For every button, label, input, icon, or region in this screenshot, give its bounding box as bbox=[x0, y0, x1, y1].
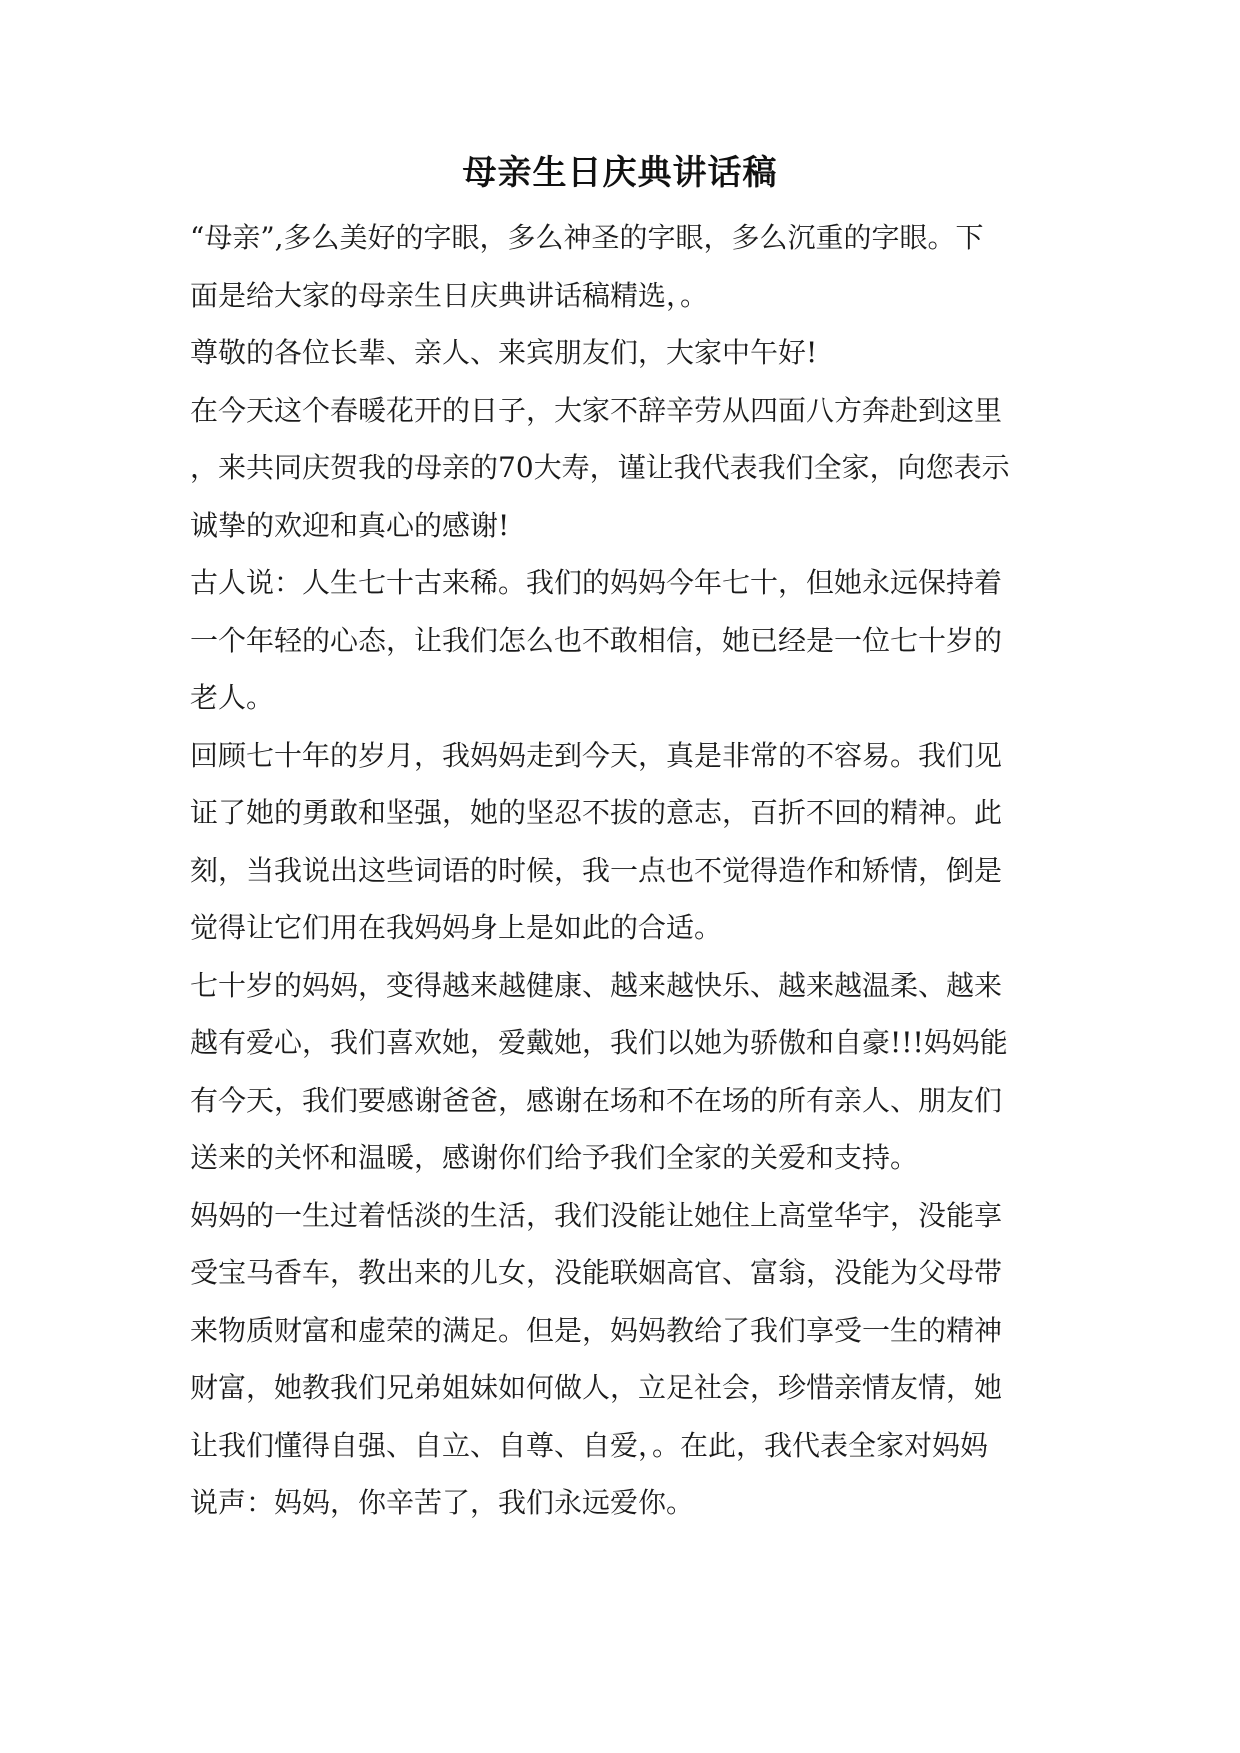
text-line: “母亲”,多么美好的字眼，多么神圣的字眼，多么沉重的字眼。下 bbox=[190, 221, 984, 254]
document-title: 母亲生日庆典讲话稿 bbox=[462, 153, 778, 193]
text-line: 古人说：人生七十古来稀。我们的妈妈今年七十，但她永远保持着 bbox=[190, 566, 1003, 599]
text-line: 受宝马香车，教出来的儿女，没能联姻高官、富翁，没能为父母带 bbox=[190, 1256, 1003, 1289]
text-line: 证了她的勇敢和坚强，她的坚忍不拔的意志，百折不回的精神。此 bbox=[190, 796, 1003, 829]
text-line: 越有爱心，我们喜欢她，爱戴她，我们以她为骄傲和自豪!!!妈妈能 bbox=[190, 1026, 1008, 1059]
text-line: 诚挚的欢迎和真心的感谢! bbox=[190, 508, 510, 542]
text-line: ，来共同庆贺我的母亲的70大寿，谨让我代表我们全家，向您表示 bbox=[190, 451, 1010, 484]
text-line: 回顾七十年的岁月，我妈妈走到今天，真是非常的不容易。我们见 bbox=[190, 738, 1003, 772]
text-line: 说声：妈妈，你辛苦了，我们永远爱你。 bbox=[190, 1486, 695, 1519]
text-line: 送来的关怀和温暖，感谢你们给予我们全家的关爱和支持。 bbox=[190, 1141, 919, 1174]
document-body bbox=[190, 209, 1060, 1532]
text-line: 面是给大家的母亲生日庆典讲话稿精选，。 bbox=[190, 278, 709, 312]
text-line: 一个年轻的心态，让我们怎么也不敢相信，她已经是一位七十岁的 bbox=[190, 623, 1003, 657]
text-line: 七十岁的妈妈，变得越来越健康、越来越快乐、越来越温柔、越来 bbox=[190, 968, 1003, 1002]
text-line: 尊敬的各位长辈、亲人、来宾朋友们，大家中午好! bbox=[190, 336, 818, 369]
text-line: 刻，当我说出这些词语的时候，我一点也不觉得造作和矫情，倒是 bbox=[190, 853, 1003, 887]
text-line: 财富，她教我们兄弟姐妹如何做人，立足社会，珍惜亲情友情，她 bbox=[190, 1371, 1003, 1404]
text-line: 老人。 bbox=[190, 681, 275, 714]
text-line: 妈妈的一生过着恬淡的生活，我们没能让她住上高堂华宇，没能享 bbox=[190, 1198, 1003, 1232]
text-line: 在今天这个春暖花开的日子，大家不辞辛劳从四面八方奔赴到这里 bbox=[190, 393, 1003, 427]
text-line: 让我们懂得自强、自立、自尊、自爱，。在此，我代表全家对妈妈 bbox=[190, 1428, 989, 1462]
text-line: 觉得让它们用在我妈妈身上是如此的合适。 bbox=[190, 911, 723, 944]
text-line: 有今天，我们要感谢爸爸，感谢在场和不在场的所有亲人、朋友们 bbox=[190, 1083, 1003, 1117]
text-line: 来物质财富和虚荣的满足。但是，妈妈教给了我们享受一生的精神 bbox=[190, 1313, 1003, 1347]
